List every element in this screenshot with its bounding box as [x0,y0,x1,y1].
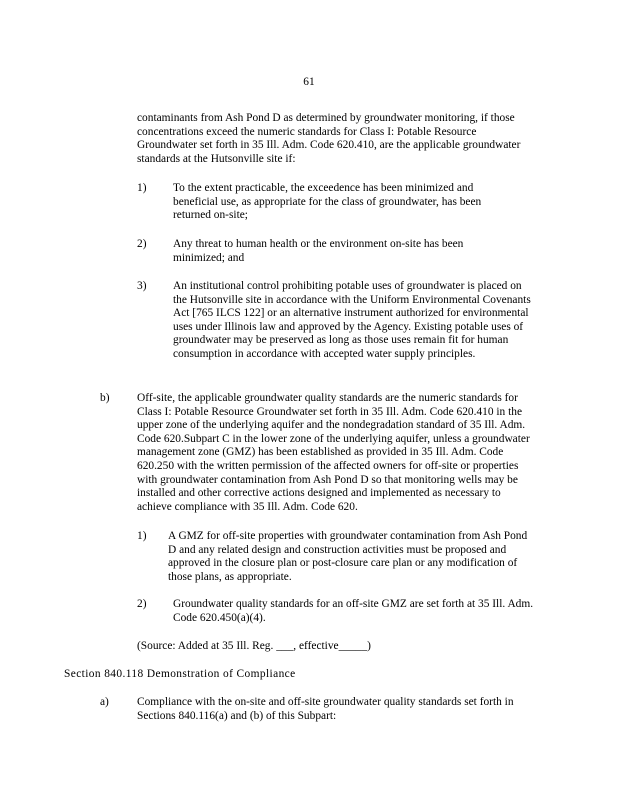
item-a1-label: 1) [137,182,147,194]
item-b-text: Off-site, the applicable groundwater quality standards are the numeric standards for Class I: Potable Resource Groundwater set forth in 35 Ill. Adm. Code 620.410 in the upper zone of the underlying aquifer and the nondegradation standard of 35 Ill. Adm. Code 620.Subpart C in the lower zone of the underlying aquifer, unless a groundwater management zone (GMZ) has been established as provided in 35 Ill. Adm. Code 620.250 with the written permission of the affected owners for off-site or properties with groundwater contamination from Ash Pond D so that monitoring wells may be installed and other corrective actions designed and implemented as necessary to achieve compliance with 35 Ill. Adm. Code 620. [137,392,530,513]
item-a2-label: 2) [137,238,147,250]
item-a2-text: Any threat to human health or the environment on-site has been minimized; and [173,238,464,264]
item-b1-text: A GMZ for off-site properties with groundwater contamination from Ash Pond D and any related design and construction activities must be proposed and approved in the closure plan or post-closure care plan or any modification of those plans, as appropriate. [168,530,528,583]
item-b-label: b) [100,392,110,404]
item-b2-text: Groundwater quality standards for an off-site GMZ are set forth at 35 Ill. Adm. Code 620.450(a)(4). [173,598,534,624]
source-note: (Source: Added at 35 Ill. Reg. ___, effective_____) [137,640,371,652]
section-a-label: a) [100,696,109,708]
section-heading: Section 840.118 Demonstration of Compliance [64,668,296,680]
item-a1-text: To the extent practicable, the exceedence has been minimized and beneficial use, as appropriate for the class of groundwater, has been returned on-site; [173,182,482,222]
section-a-text: Compliance with the on-site and off-site groundwater quality standards set forth in Sections 840.116(a) and (b) of this Subpart: [137,696,514,722]
item-b1-label: 1) [137,530,147,542]
item-a3-label: 3) [137,280,147,292]
item-b2-label: 2) [137,598,147,610]
page-number: 61 [303,76,315,88]
intro-paragraph: contaminants from Ash Pond D as determined by groundwater monitoring, if those concentrations exceed the numeric standards for Class I: Potable Resource Groundwater set forth in 35 Ill. Adm. Code 620.410, are the applicable groundwater standards at the Hutsonville site if: [137,112,521,165]
item-a3-text: An institutional control prohibiting potable uses of groundwater is placed on the Hutsonville site in accordance with the Uniform Environmental Covenants Act [765 ILCS 122] or an alternative instrument authorized for environmental uses under Illinois law and approved by the Agency. Existing potable uses of groundwater may be preserved as long as those uses remain fit for human consumption in accordance with accepted water supply principles. [173,280,531,360]
